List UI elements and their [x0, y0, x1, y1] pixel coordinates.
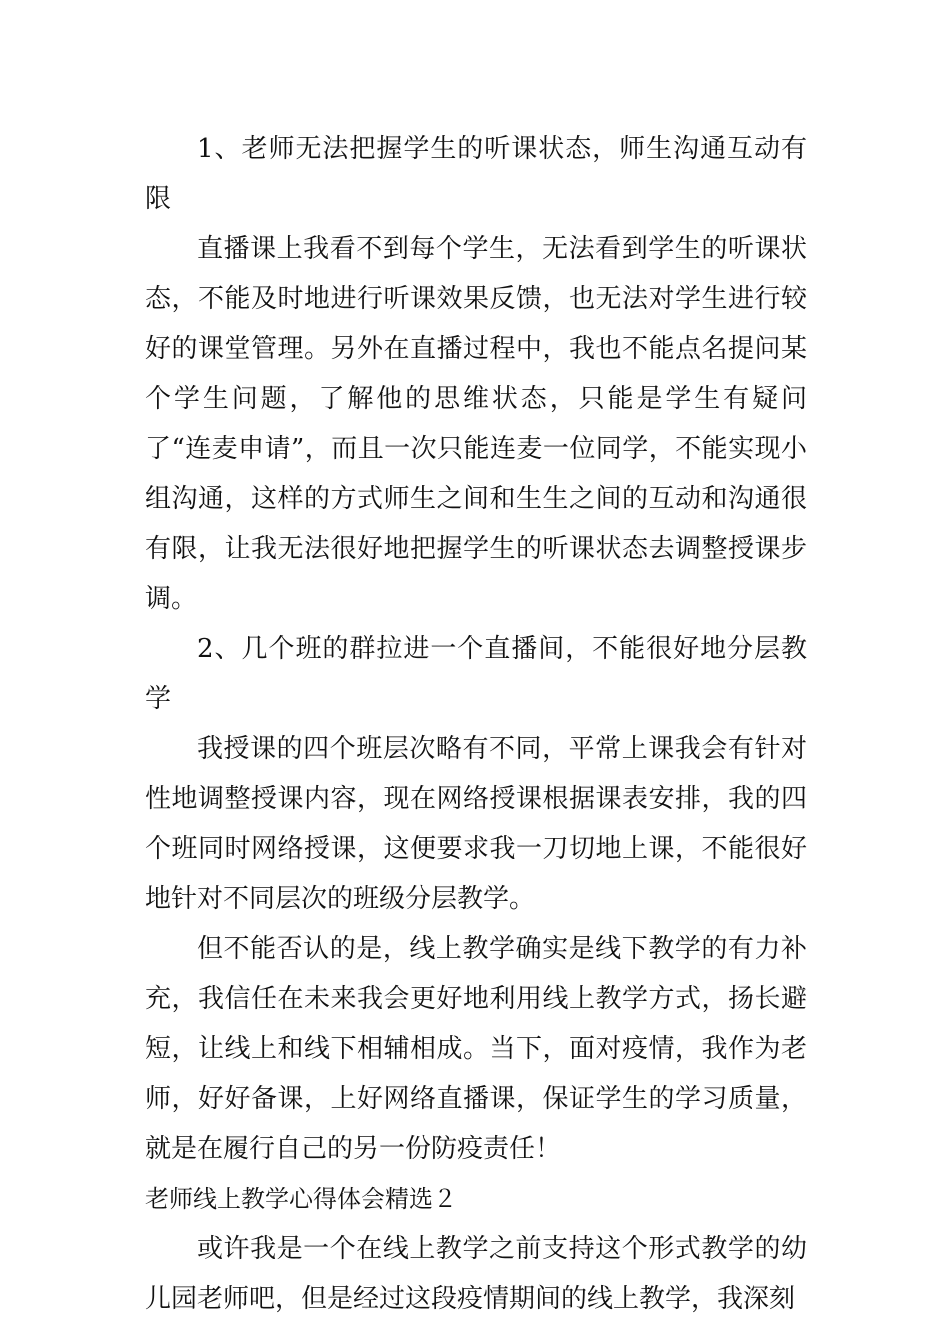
section-2-paragraph: 或许我是一个在线上教学之前支持这个形式教学的幼儿园老师吧，但是经过这段疫情期间的线上教学，我深刻 [145, 1234, 807, 1314]
point-2-body: 我授课的四个班层次略有不同，平常上课我会有针对性地调整授课内容，现在网络授课根据课表安排，我的四个班同时网络授课，这便要求我一刀切地上课，不能很好地针对不同层次的班级分层教学。 [145, 734, 807, 914]
point-1-heading: 1、老师无法把握学生的听课状态，师生沟通互动有限 [145, 134, 807, 214]
point-2-heading: 2、几个班的群拉进一个直播间，不能很好地分层教学 [145, 634, 807, 714]
document-body [145, 124, 807, 1324]
conclusion-paragraph: 但不能否认的是，线上教学确实是线下教学的有力补充，我信任在未来我会更好地利用线上教学方式，扬长避短，让线上和线下相辅相成。当下，面对疫情，我作为老师，好好备课，上好网络直播课，保证学生的学习质量，就是在履行自己的另一份防疫责任！ [145, 934, 807, 1164]
point-1-body: 直播课上我看不到每个学生，无法看到学生的听课状态，不能及时地进行听课效果反馈，也无法对学生进行较好的课堂管理。另外在直播过程中，我也不能点名提问某个学生问题，了解他的思维状态，只能是学生有疑问了“连麦申请”，而且一次只能连麦一位同学，不能实现小组沟通，这样的方式师生之间和生生之间的互动和沟通很有限，让我无法很好地把握学生的听课状态去调整授课步调。 [145, 234, 807, 614]
section-title: 老师线上教学心得体会精选２ [145, 1185, 457, 1213]
